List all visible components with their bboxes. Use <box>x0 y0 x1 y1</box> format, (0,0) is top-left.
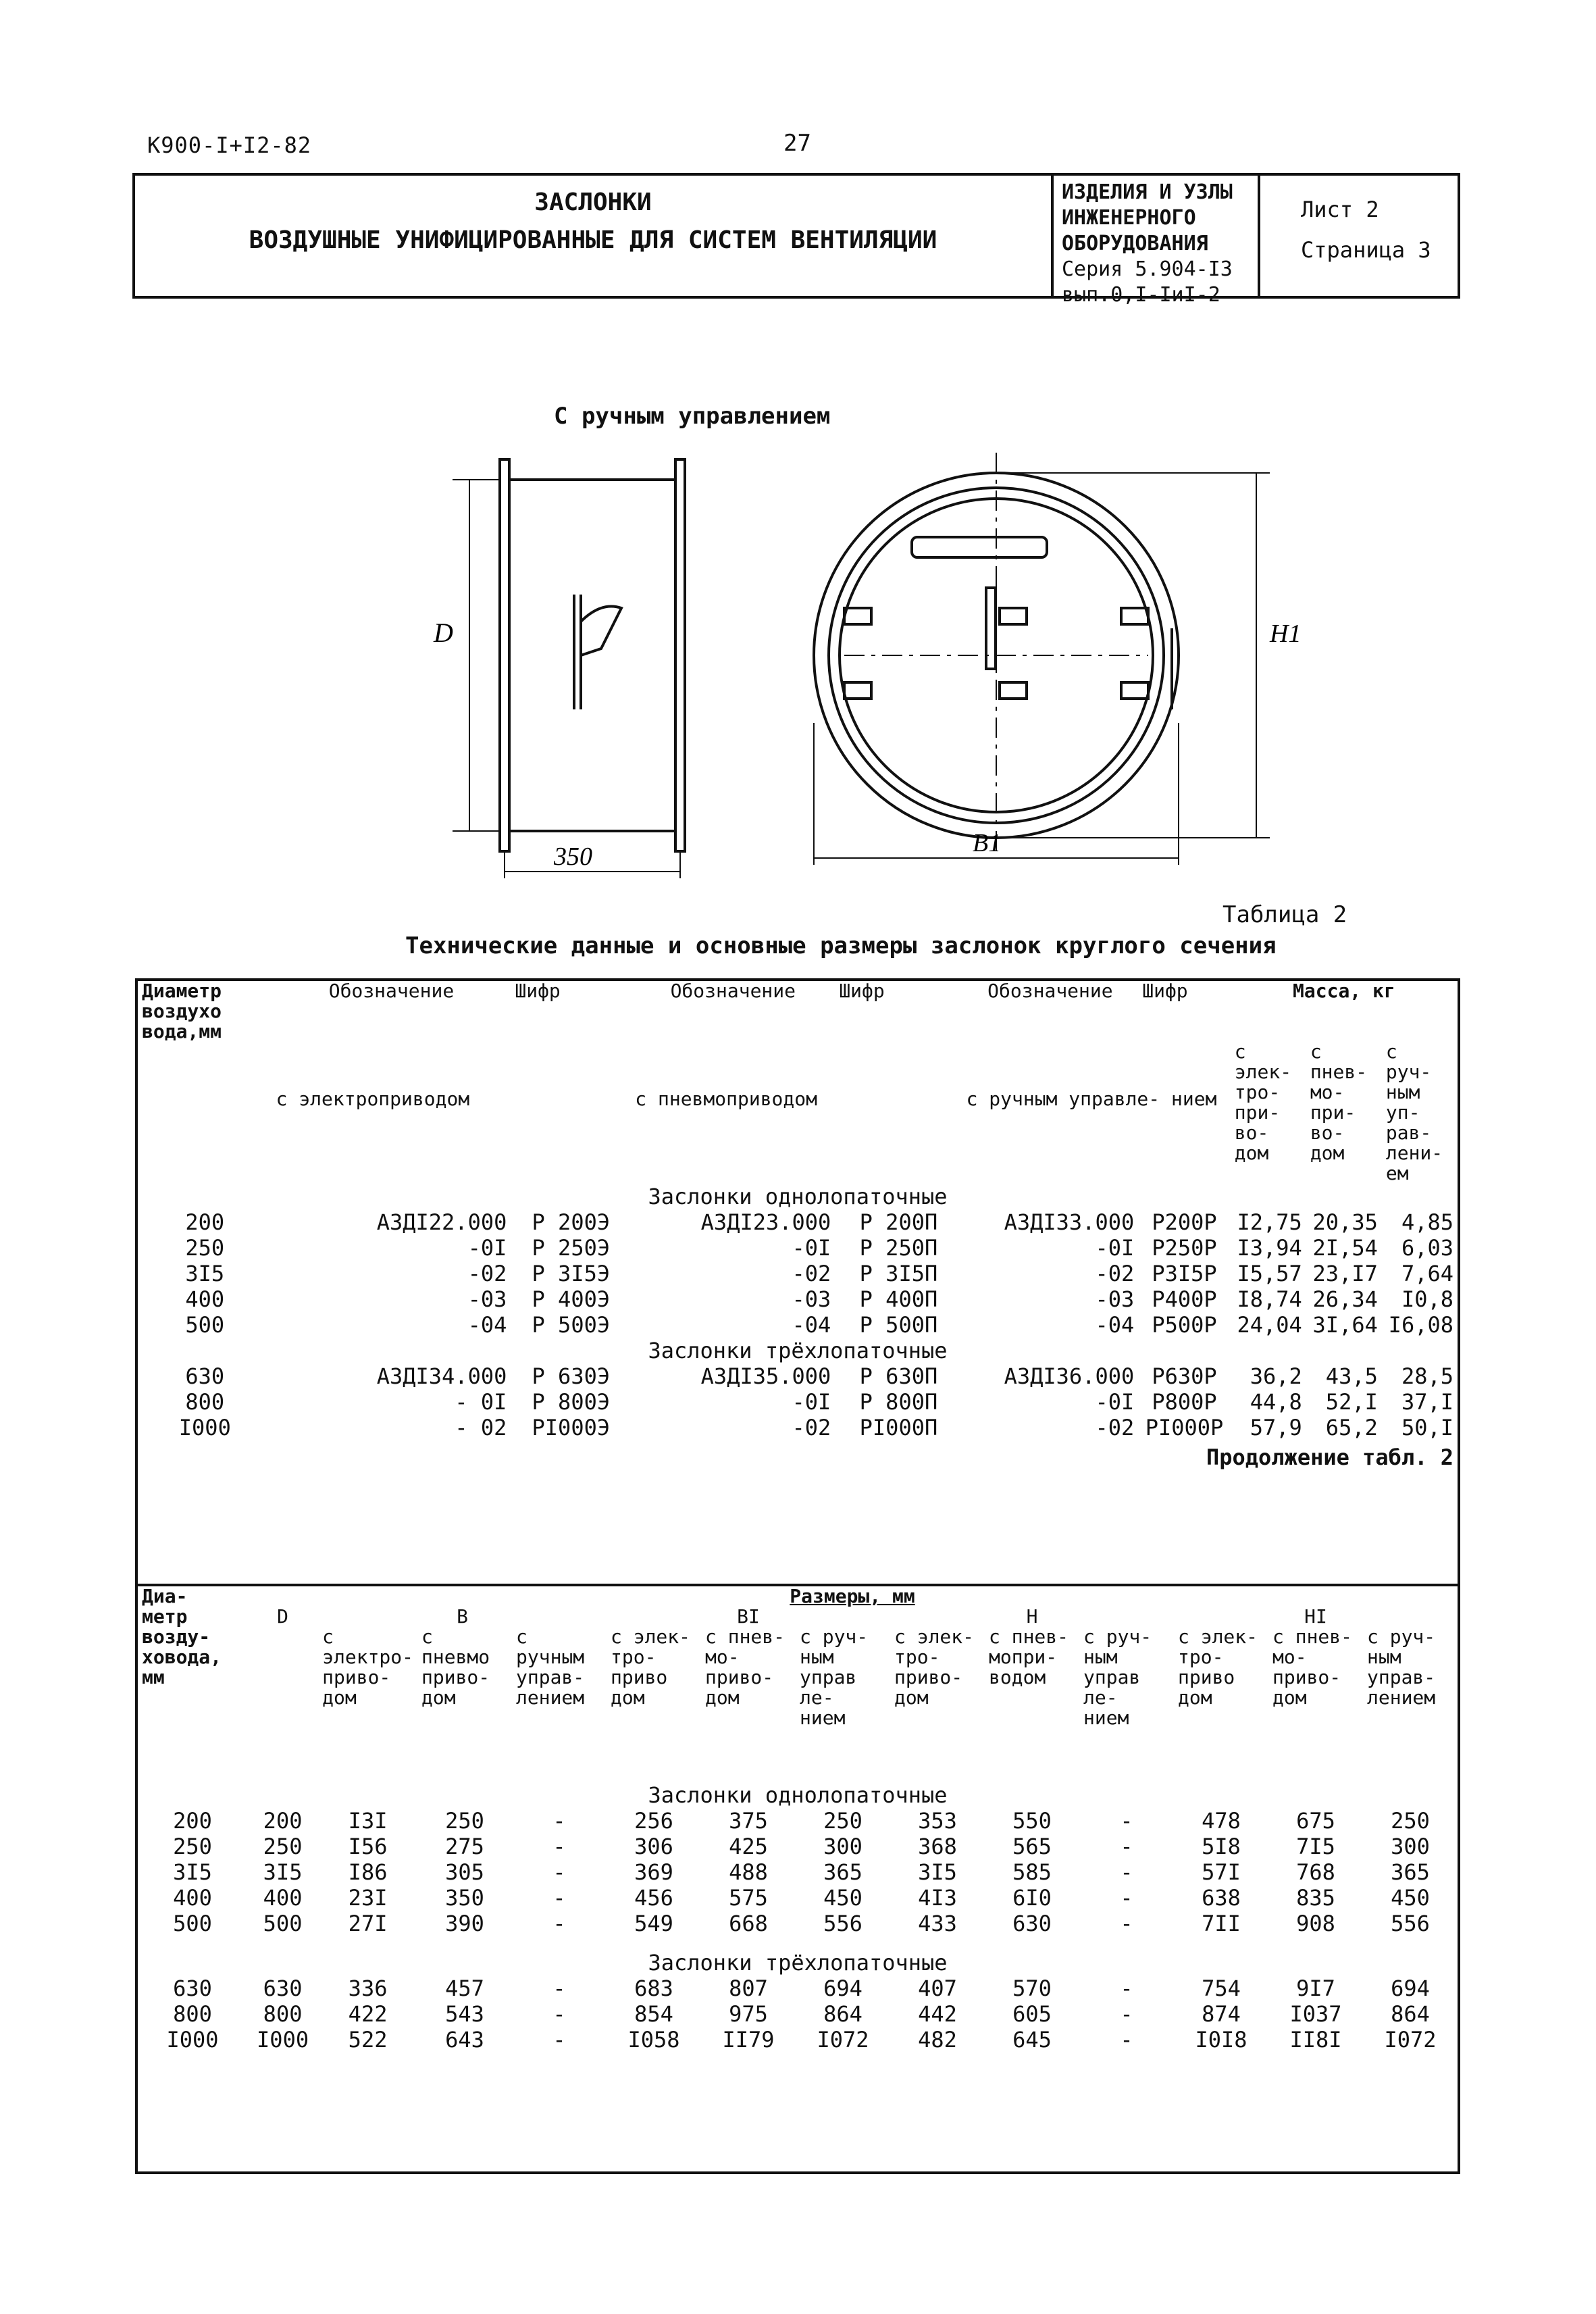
table2-cell: 23,I7 <box>1312 1261 1378 1286</box>
table3-cell: I037 <box>1289 2001 1342 2027</box>
table3-cell: - <box>1120 1976 1133 2001</box>
table3-cell: 3I5 <box>173 1859 212 1885</box>
table3-cell: 864 <box>1391 2001 1430 2027</box>
col-d-header: D <box>277 1605 288 1628</box>
table3-cell: - <box>1120 2001 1133 2027</box>
table3-rows-single <box>138 1808 1458 1936</box>
table3-cell: 874 <box>1202 2001 1241 2027</box>
table3-cell: 864 <box>823 2001 863 2027</box>
table2-cell: I5,57 <box>1237 1261 1302 1286</box>
section-three-blade: Заслонки трёхлопаточные <box>648 1338 948 1363</box>
sizes-section-three: Заслонки трёхлопаточные <box>648 1950 948 1976</box>
table3-cell: 543 <box>445 2001 484 2027</box>
table3-cell: 450 <box>823 1885 863 1911</box>
table3-cell: 835 <box>1296 1885 1335 1911</box>
table3-cell: 300 <box>823 1834 863 1859</box>
table3-row <box>138 1808 1458 1834</box>
sheet-block <box>1260 189 1460 270</box>
table3-cell: 908 <box>1296 1911 1335 1936</box>
table3-cell: 630 <box>1012 1911 1052 1936</box>
table3-cell: 4I3 <box>918 1885 957 1911</box>
table3-cell: 200 <box>263 1808 303 1834</box>
table2-cell: Р250Р <box>1152 1235 1217 1261</box>
table3-row <box>138 2027 1458 2053</box>
table2-cell: I3,94 <box>1237 1235 1302 1261</box>
table3-cell: 7I5 <box>1296 1834 1335 1859</box>
table2-cell: I0,8 <box>1401 1286 1453 1312</box>
table3-cell: I058 <box>627 2027 680 2053</box>
col-mass-header: Масса, кг <box>1293 980 1395 1002</box>
table3-cell: 683 <box>634 1976 673 2001</box>
table2-cell: 50,I <box>1401 1415 1453 1440</box>
table3-cell: 6I0 <box>1012 1885 1052 1911</box>
table2-cell: 7,64 <box>1401 1261 1453 1286</box>
table3-cell: 200 <box>173 1808 212 1834</box>
table3-cell: 556 <box>1391 1911 1430 1936</box>
table2-cell: Р200Р <box>1152 1209 1217 1235</box>
left-flange <box>500 459 509 851</box>
col-h-header: H <box>1026 1605 1038 1628</box>
table2-cell: -03 <box>467 1286 507 1312</box>
mass-manual-header: с руч- ным уп- рав- лени- ем <box>1385 1040 1443 1184</box>
table2-cell: -02 <box>1095 1415 1135 1440</box>
table3-cell: - <box>1120 1834 1133 1859</box>
table3-cell: 522 <box>348 2027 388 2053</box>
table3-cell: - <box>552 1911 566 1936</box>
table3-cell: I3I <box>348 1808 388 1834</box>
table3-cell: 694 <box>823 1976 863 2001</box>
table3-cell: 250 <box>823 1808 863 1834</box>
table3-cell: 556 <box>823 1911 863 1936</box>
page-label: Страница 3 <box>1301 237 1431 263</box>
table2-cell: -0I <box>1095 1235 1135 1261</box>
table3-rows-three <box>138 1976 1458 2053</box>
sizes-diameter-header: Диа- метр возду- ховода, мм <box>142 1585 222 1688</box>
table2-cell: 500 <box>185 1312 225 1338</box>
label-350: 350 <box>554 842 592 871</box>
table3-cell: 549 <box>634 1911 673 1936</box>
table3-cell: 807 <box>729 1976 768 2001</box>
table2-cell: 26,34 <box>1312 1286 1378 1312</box>
table3-cell: 353 <box>918 1808 957 1834</box>
sizes-subheader-cell: с пнев- мо- приво- дом <box>705 1626 786 1709</box>
table2-cell: 36,2 <box>1250 1363 1302 1389</box>
table2-cell: 28,5 <box>1401 1363 1453 1389</box>
sizes-subheader-cell: с пневмо приво- дом <box>421 1626 490 1709</box>
table2-cell: 37,I <box>1401 1389 1453 1415</box>
table3-cell: 9I7 <box>1296 1976 1335 2001</box>
table3-cell: 3I5 <box>918 1859 957 1885</box>
table2-cell: -03 <box>792 1286 831 1312</box>
table2-cell: 24,04 <box>1237 1312 1302 1338</box>
table3-cell: - <box>1120 1808 1133 1834</box>
table2-cell: Р 400П <box>859 1286 938 1312</box>
table2-cell: 65,2 <box>1325 1415 1378 1440</box>
table2-row <box>138 1312 1458 1338</box>
table2-cell: 52,I <box>1325 1389 1378 1415</box>
table3-row <box>138 2001 1458 2027</box>
series-line-2: ИНЖЕНЕРНОГО <box>1062 206 1196 230</box>
table2-cell: АЗДI34.000 <box>376 1363 507 1389</box>
mass-electric-header: с элек- тро- при- во- дом <box>1234 1040 1292 1164</box>
table3-cell: 500 <box>173 1911 212 1936</box>
table2-cell: Р 800Э <box>532 1389 611 1415</box>
table3-cell: 256 <box>634 1808 673 1834</box>
table2-cell: I2,75 <box>1237 1209 1302 1235</box>
table3-cell: 754 <box>1202 1976 1241 2001</box>
table3-cell: 643 <box>445 2027 484 2053</box>
table3-cell: II79 <box>722 2027 775 2053</box>
table-caption: Технические данные и основные размеры заслонок круглого сечения <box>405 932 1277 959</box>
series-line-4: Серия 5.904-I3 <box>1062 257 1233 281</box>
table3-row <box>138 1834 1458 1859</box>
table3-cell: - <box>1120 1911 1133 1936</box>
series-line-3: ОБОРУДОВАНИЯ <box>1062 232 1208 255</box>
group-manual: с ручным управле- нием <box>966 1088 1217 1110</box>
table3-cell: 57I <box>1202 1859 1241 1885</box>
sizes-subheader-cell: с электро- приво- дом <box>322 1626 413 1709</box>
table2-cell: Р 3I5Э <box>532 1261 611 1286</box>
table3-cell: 457 <box>445 1976 484 2001</box>
table2-row <box>138 1363 1458 1389</box>
table2-cell: -0I <box>792 1235 831 1261</box>
table2-cell: 43,5 <box>1325 1363 1378 1389</box>
table2-cell: - 0I <box>455 1389 507 1415</box>
table3-cell: I000 <box>257 2027 309 2053</box>
continuation-note: Продолжение табл. 2 <box>1206 1444 1453 1470</box>
table2-cell: - 02 <box>455 1415 507 1440</box>
table2-cell: РI000П <box>859 1415 938 1440</box>
table3-cell: 305 <box>445 1859 484 1885</box>
col-h1-header: HI <box>1304 1605 1327 1628</box>
mass-pneumatic-header: с пнев- мо- при- во- дом <box>1310 1040 1368 1164</box>
table2-cell: Р 250П <box>859 1235 938 1261</box>
table3-cell: 369 <box>634 1859 673 1885</box>
sizes-subheader-cell: с ручным управ- лением <box>516 1626 585 1709</box>
table3-cell: - <box>552 1834 566 1859</box>
table2-row <box>138 1389 1458 1415</box>
table2-cell: 44,8 <box>1250 1389 1302 1415</box>
table2-rows-single <box>138 1209 1458 1338</box>
table2-cell: -0I <box>792 1389 831 1415</box>
table3-cell: 638 <box>1202 1885 1241 1911</box>
table3-cell: 425 <box>729 1834 768 1859</box>
table3-row <box>138 1885 1458 1911</box>
table2-cell: 400 <box>185 1286 225 1312</box>
table-label: Таблица 2 <box>1222 901 1347 928</box>
table2-cell: 2I,54 <box>1312 1235 1378 1261</box>
table3-cell: 482 <box>918 2027 957 2053</box>
table2-cell: Р 3I5П <box>859 1261 938 1286</box>
table3-cell: 645 <box>1012 2027 1052 2053</box>
sizes-subheader-cell: с элек- тро- приво дом <box>611 1626 691 1709</box>
table3-cell: 668 <box>729 1911 768 1936</box>
label-h1: H1 <box>1270 620 1302 648</box>
table3-cell: 450 <box>1391 1885 1430 1911</box>
table2-cell: Р800Р <box>1152 1389 1217 1415</box>
sizes-subheader-cell: с элек- тро- приво дом <box>1178 1626 1258 1709</box>
col-shifr-ru-header: Шифр <box>1142 980 1188 1002</box>
table3-cell: - <box>1120 1885 1133 1911</box>
table3-cell: 250 <box>445 1808 484 1834</box>
label-d: D <box>434 618 453 648</box>
table2-cell: I000 <box>178 1415 231 1440</box>
series-line-1: ИЗДЕЛИЯ И УЗЛЫ <box>1062 180 1233 204</box>
table3-cell: 500 <box>263 1911 303 1936</box>
table3-cell: 407 <box>918 1976 957 2001</box>
table3-cell: 300 <box>1391 1834 1430 1859</box>
table3-cell: 768 <box>1296 1859 1335 1885</box>
title-text <box>135 184 1051 259</box>
table3-cell: 375 <box>729 1808 768 1834</box>
table2-cell: -02 <box>1095 1261 1135 1286</box>
table3-cell: 306 <box>634 1834 673 1859</box>
table3-cell: 456 <box>634 1885 673 1911</box>
table2-cell: -0I <box>1095 1389 1135 1415</box>
group-electric: с электроприводом <box>276 1088 470 1110</box>
table2-cell: -04 <box>467 1312 507 1338</box>
table2-cell: Р 500Э <box>532 1312 611 1338</box>
table3-cell: II8I <box>1289 2027 1342 2053</box>
table2-rows-three <box>138 1363 1458 1440</box>
table3-cell: 630 <box>173 1976 212 2001</box>
table2-cell: Р 630Э <box>532 1363 611 1389</box>
col-oboz-el-header: Обозначение <box>328 980 455 1002</box>
table2-cell: I6,08 <box>1388 1312 1453 1338</box>
table2-cell: АЗДI36.000 <box>1004 1363 1135 1389</box>
table2-cell: Р 400Э <box>532 1286 611 1312</box>
sizes-subheader-cell: с руч- ным управ ле- нием <box>1083 1626 1152 1729</box>
sizes-subheader-cell: с руч- ным управ- лением <box>1367 1626 1436 1709</box>
table3-cell: - <box>1120 1859 1133 1885</box>
table2-cell: 800 <box>185 1389 225 1415</box>
table2-cell: 3I,64 <box>1312 1312 1378 1338</box>
table3-cell: I56 <box>348 1834 388 1859</box>
table2-row <box>138 1209 1458 1235</box>
table3-cell: 7II <box>1202 1911 1241 1936</box>
sizes-subheader-cell: с пнев- мо- приво- дом <box>1272 1626 1353 1709</box>
technical-data-table <box>135 978 1460 1586</box>
col-shifr-el-header: Шифр <box>515 980 561 1002</box>
col-oboz-ru-header: Обозначение <box>987 980 1113 1002</box>
table3-cell: 630 <box>263 1976 303 2001</box>
table3-cell: 854 <box>634 2001 673 2027</box>
table2-cell: Р 630П <box>859 1363 938 1389</box>
table3-cell: 550 <box>1012 1808 1052 1834</box>
section-single-blade: Заслонки однолопаточные <box>648 1184 948 1209</box>
table3-cell: I072 <box>817 2027 869 2053</box>
table3-cell: I000 <box>166 2027 219 2053</box>
table3-row <box>138 1911 1458 1936</box>
table2-cell: -04 <box>792 1312 831 1338</box>
table3-cell: 336 <box>348 1976 388 2001</box>
table3-cell: 800 <box>263 2001 303 2027</box>
table2-cell: РI000Э <box>532 1415 611 1440</box>
table3-cell: - <box>1120 2027 1133 2053</box>
table3-cell: 694 <box>1391 1976 1430 2001</box>
table3-cell: 605 <box>1012 2001 1052 2027</box>
table2-cell: АЗДI22.000 <box>376 1209 507 1235</box>
table3-cell: I072 <box>1384 2027 1437 2053</box>
table3-cell: 575 <box>729 1885 768 1911</box>
sizes-subheader-row <box>138 1627 1458 1782</box>
table3-cell: - <box>552 2001 566 2027</box>
drawing-caption: С ручным управлением <box>554 403 831 430</box>
sizes-subheader-cell: с руч- ным управ ле- нием <box>800 1626 869 1729</box>
series-block <box>1051 176 1260 307</box>
sheet-label: Лист 2 <box>1301 197 1379 222</box>
table2-cell: Р 800П <box>859 1389 938 1415</box>
table3-cell: - <box>552 1976 566 2001</box>
table3-cell: 250 <box>263 1834 303 1859</box>
table3-cell: - <box>552 1859 566 1885</box>
table2-cell: 6,03 <box>1401 1235 1453 1261</box>
table3-cell: 570 <box>1012 1976 1052 2001</box>
label-b1: B1 <box>973 829 1002 857</box>
col-oboz-pn-header: Обозначение <box>670 980 796 1002</box>
table2-row <box>138 1286 1458 1312</box>
table3-cell: 800 <box>173 2001 212 2027</box>
sizes-header: Размеры, мм <box>790 1585 915 1607</box>
table3-row <box>138 1859 1458 1885</box>
col-shifr-pn-header: Шифр <box>839 980 885 1002</box>
sizes-subheader-cell: с элек- тро- приво- дом <box>894 1626 975 1709</box>
table3-cell: 422 <box>348 2001 388 2027</box>
table3-cell: 365 <box>823 1859 863 1885</box>
group-pneumatic: с пневмоприводом <box>635 1088 817 1110</box>
table3-cell: 275 <box>445 1834 484 1859</box>
table3-row <box>138 1976 1458 2001</box>
table2-cell: Р 200Э <box>532 1209 611 1235</box>
table3-cell: 565 <box>1012 1834 1052 1859</box>
title-line-2: ВОЗДУШНЫЕ УНИФИЦИРОВАННЫЕ ДЛЯ СИСТЕМ ВЕНТИЛЯЦИИ <box>249 226 937 254</box>
table3-cell: 400 <box>173 1885 212 1911</box>
series-line-5: вып.0,I-IиI-2 <box>1062 283 1220 307</box>
table3-cell: 975 <box>729 2001 768 2027</box>
table2-cell: 200 <box>185 1209 225 1235</box>
handle-bar <box>912 537 1047 557</box>
table2-cell: Р 250Э <box>532 1235 611 1261</box>
table2-cell: -02 <box>467 1261 507 1286</box>
table2-cell: -03 <box>1095 1286 1135 1312</box>
table2-cell: Р400Р <box>1152 1286 1217 1312</box>
table2-cell: -0I <box>467 1235 507 1261</box>
title-line-1: ЗАСЛОНКИ <box>534 188 652 216</box>
table3-cell: 3I5 <box>263 1859 303 1885</box>
table2-cell: -04 <box>1095 1312 1135 1338</box>
col-b-header: B <box>457 1605 468 1628</box>
table2-row <box>138 1235 1458 1261</box>
page-number: 27 <box>783 130 811 157</box>
table2-cell: 4,85 <box>1401 1209 1453 1235</box>
table3-cell: 27I <box>348 1911 388 1936</box>
table3-cell: 250 <box>173 1834 212 1859</box>
sizes-subheader-cell: с пнев- мопри- водом <box>989 1626 1069 1688</box>
table3-cell: 488 <box>729 1859 768 1885</box>
table3-cell: I0I8 <box>1195 2027 1247 2053</box>
table2-cell: Р 500П <box>859 1312 938 1338</box>
table3-cell: - <box>552 1808 566 1834</box>
table2-cell: АЗДI23.000 <box>700 1209 831 1235</box>
table2-row <box>138 1261 1458 1286</box>
table3-cell: 400 <box>263 1885 303 1911</box>
table2-cell: Р 200П <box>859 1209 938 1235</box>
table3-cell: 478 <box>1202 1808 1241 1834</box>
table2-cell: 250 <box>185 1235 225 1261</box>
table2-row <box>138 1415 1458 1440</box>
right-flange <box>675 459 685 851</box>
table3-cell: 23I <box>348 1885 388 1911</box>
col-b1-header: BI <box>737 1605 760 1628</box>
table2-cell: АЗДI33.000 <box>1004 1209 1135 1235</box>
table3-cell: 585 <box>1012 1859 1052 1885</box>
col-diameter-header: Диаметр воздухо вода,мм <box>142 980 222 1042</box>
table2-cell: Р630Р <box>1152 1363 1217 1389</box>
table3-cell: 5I8 <box>1202 1834 1241 1859</box>
table2-cell: -02 <box>792 1261 831 1286</box>
table2-cell: РI000Р <box>1145 1415 1224 1440</box>
table3-cell: 390 <box>445 1911 484 1936</box>
table2-cell: I8,74 <box>1237 1286 1302 1312</box>
document-code: К900-I+I2-82 <box>147 132 312 158</box>
table2-cell: 57,9 <box>1250 1415 1302 1440</box>
sizes-table <box>135 1586 1460 2174</box>
table2-cell: -02 <box>792 1415 831 1440</box>
table3-cell: I86 <box>348 1859 388 1885</box>
table3-cell: - <box>552 2027 566 2053</box>
damper-drawing <box>378 439 1324 885</box>
title-block <box>132 173 1460 307</box>
table2-cell: 630 <box>185 1363 225 1389</box>
table3-cell: 350 <box>445 1885 484 1911</box>
table2-cell: 3I5 <box>185 1261 225 1286</box>
table3-cell: 368 <box>918 1834 957 1859</box>
table3-cell: 365 <box>1391 1859 1430 1885</box>
table3-cell: 250 <box>1391 1808 1430 1834</box>
table2-cell: Р3I5Р <box>1152 1261 1217 1286</box>
table2-cell: АЗДI35.000 <box>700 1363 831 1389</box>
sizes-section-single: Заслонки однолопаточные <box>648 1782 948 1808</box>
table2-cell: Р500Р <box>1152 1312 1217 1338</box>
table3-cell: 675 <box>1296 1808 1335 1834</box>
table3-cell: - <box>552 1885 566 1911</box>
table2-cell: 20,35 <box>1312 1209 1378 1235</box>
table3-cell: 442 <box>918 2001 957 2027</box>
table3-cell: 433 <box>918 1911 957 1936</box>
